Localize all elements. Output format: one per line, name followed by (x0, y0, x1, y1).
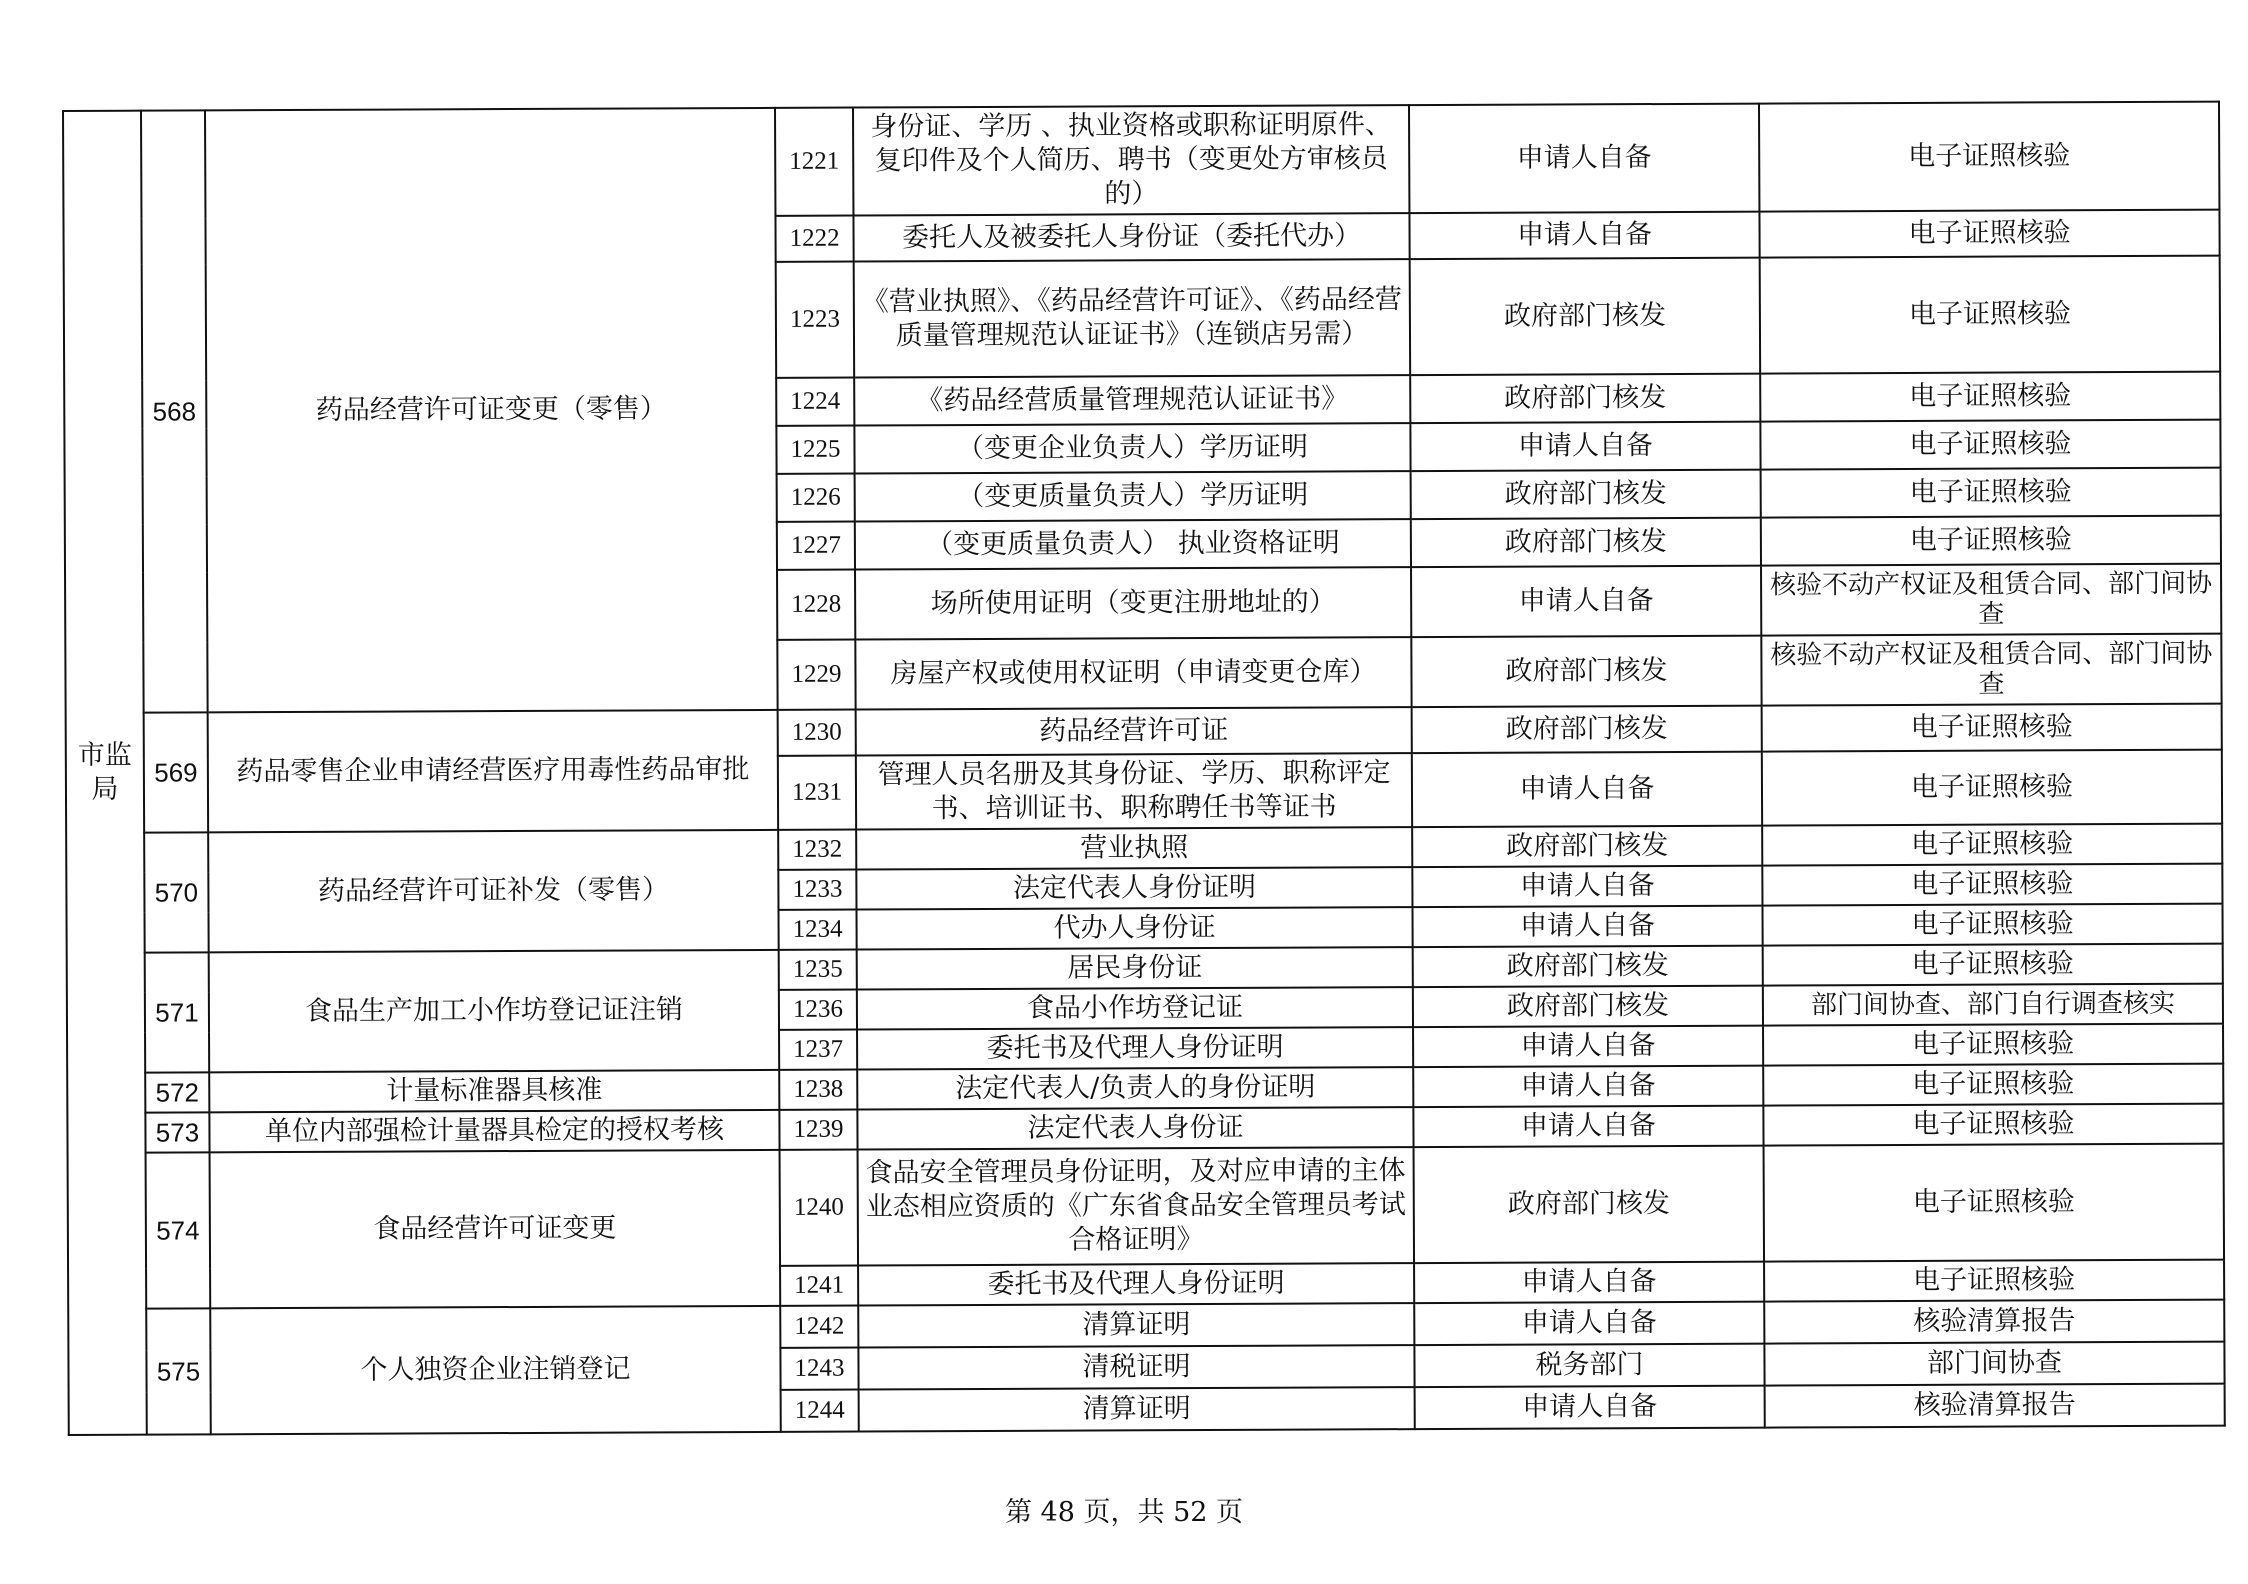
material-name: （变更企业负责人）学历证明 (854, 423, 1410, 473)
verification-method: 电子证照核验 (1763, 1024, 2223, 1066)
service-number: 572 (145, 1072, 209, 1112)
verification-method: 核验不动产权证及租赁合同、部门间协查 (1761, 634, 2221, 706)
verification-method: 电子证照核验 (1759, 210, 2219, 258)
material-number: 1224 (776, 378, 854, 426)
material-source: 申请人自备 (1415, 1386, 1765, 1430)
material-name: 清算证明 (858, 1303, 1414, 1347)
service-number: 574 (146, 1152, 211, 1308)
material-name: 清税证明 (858, 1345, 1414, 1389)
service-name: 食品生产加工小作坊登记证注销 (209, 950, 780, 1072)
material-number: 1231 (778, 756, 856, 830)
material-source: 申请人自备 (1412, 752, 1762, 828)
material-name: （变更质量负责人） 执业资格证明 (855, 519, 1411, 569)
material-name: 《药品经营质量管理规范认证证书》 (854, 375, 1410, 425)
material-source: 申请人自备 (1413, 1026, 1763, 1068)
material-source: 申请人自备 (1414, 1262, 1764, 1304)
material-name: 代办人身份证 (856, 907, 1412, 949)
verification-method: 电子证照核验 (1763, 944, 2223, 986)
department-cell: 市监 局 (63, 111, 147, 1435)
service-number: 570 (144, 832, 209, 952)
material-number: 1238 (779, 1070, 857, 1110)
material-number: 1234 (778, 910, 856, 950)
material-source: 申请人自备 (1411, 566, 1761, 638)
material-name: 房屋产权或使用权证明（申请变更仓库） (855, 637, 1411, 709)
page-footer: 第 48 页，共 52 页 (1004, 1497, 1244, 1528)
material-source: 申请人自备 (1412, 906, 1762, 948)
material-name: 法定代表人/负责人的身份证明 (857, 1067, 1413, 1109)
verification-method: 电子证照核验 (1763, 1104, 2223, 1146)
material-number: 1225 (776, 426, 854, 474)
material-name: 委托书及代理人身份证明 (858, 1263, 1414, 1305)
material-number: 1229 (777, 640, 855, 710)
verification-method: 电子证照核验 (1763, 1064, 2223, 1106)
material-number: 1237 (779, 1030, 857, 1070)
material-number: 1243 (780, 1348, 858, 1390)
verification-method: 电子证照核验 (1764, 1260, 2224, 1302)
material-name: 居民身份证 (857, 947, 1413, 989)
verification-method: 电子证照核验 (1760, 372, 2220, 422)
material-name: （变更质量负责人）学历证明 (855, 471, 1411, 521)
service-name: 药品零售企业申请经营医疗用毒性药品审批 (208, 710, 779, 832)
verification-method: 电子证照核验 (1759, 102, 2219, 212)
material-number: 1228 (777, 570, 855, 640)
material-source: 申请人自备 (1409, 104, 1759, 214)
material-name: 食品安全管理员身份证明，及对应申请的主体业态相应资质的《广东省食品安全管理员考试合格证明》 (858, 1147, 1415, 1265)
verification-method: 电子证照核验 (1764, 1144, 2225, 1262)
material-source: 申请人自备 (1413, 1066, 1763, 1108)
material-number: 1244 (781, 1390, 859, 1432)
material-number: 1240 (780, 1150, 859, 1266)
material-source: 政府部门核发 (1412, 826, 1762, 868)
material-source: 申请人自备 (1413, 1106, 1763, 1148)
verification-method: 电子证照核验 (1761, 516, 2221, 566)
material-number: 1241 (780, 1266, 858, 1306)
service-name: 食品经营许可证变更 (210, 1150, 781, 1308)
material-source: 政府部门核发 (1413, 946, 1763, 988)
verification-method: 部门间协查、部门自行调查核实 (1763, 984, 2223, 1026)
material-source: 申请人自备 (1410, 422, 1760, 472)
material-name: 管理人员名册及其身份证、学历、职称评定书、培训证书、职称聘任书等证书 (856, 753, 1412, 829)
material-name: 场所使用证明（变更注册地址的） (855, 567, 1411, 639)
service-name: 计量标准器具核准 (209, 1070, 779, 1112)
verification-method: 核验清算报告 (1764, 1300, 2224, 1344)
material-number: 1236 (779, 990, 857, 1030)
material-source: 政府部门核发 (1413, 986, 1763, 1028)
material-name: 清算证明 (859, 1387, 1415, 1431)
material-number: 1221 (775, 108, 853, 216)
material-number: 1242 (780, 1306, 858, 1348)
service-number: 569 (144, 712, 209, 832)
verification-method: 电子证照核验 (1762, 904, 2222, 946)
verification-method: 电子证照核验 (1762, 704, 2222, 752)
material-number: 1235 (779, 950, 857, 990)
table-row (63, 102, 2219, 219)
material-name: 营业执照 (856, 827, 1412, 869)
verification-method: 电子证照核验 (1760, 420, 2220, 470)
verification-method: 核验清算报告 (1765, 1384, 2225, 1428)
service-name: 药品经营许可证补发（零售） (208, 830, 779, 952)
material-source: 申请人自备 (1409, 212, 1759, 260)
service-name: 药品经营许可证变更（零售） (205, 108, 778, 712)
service-number: 573 (145, 1112, 209, 1152)
material-name: 药品经营许可证 (856, 707, 1412, 755)
verification-method: 电子证照核验 (1762, 824, 2222, 866)
material-source: 政府部门核发 (1411, 518, 1761, 568)
material-source: 申请人自备 (1414, 1302, 1764, 1346)
materials-table (62, 101, 2226, 1436)
verification-method: 电子证照核验 (1760, 256, 2221, 374)
material-number: 1222 (775, 216, 853, 262)
service-number: 575 (146, 1308, 211, 1434)
material-number: 1226 (777, 474, 855, 522)
material-number: 1239 (779, 1110, 857, 1150)
table-row (68, 1144, 2224, 1269)
verification-method: 电子证照核验 (1762, 864, 2222, 906)
material-name: 委托人及被委托人身份证（委托代办） (853, 213, 1409, 261)
material-name: 身份证、学历 、执业资格或职称证明原件、复印件及个人简历、聘书（变更处方审核员的） (853, 105, 1409, 215)
service-number: 571 (145, 952, 210, 1072)
material-source: 政府部门核发 (1411, 470, 1761, 520)
material-source: 政府部门核发 (1414, 1146, 1765, 1264)
material-number: 1232 (778, 830, 856, 870)
material-source: 政府部门核发 (1410, 258, 1761, 376)
service-name: 个人独资企业注销登记 (210, 1306, 781, 1434)
material-name: 委托书及代理人身份证明 (857, 1027, 1413, 1069)
material-name: 食品小作坊登记证 (857, 987, 1413, 1029)
material-number: 1230 (778, 710, 856, 756)
material-name: 法定代表人身份证明 (856, 867, 1412, 909)
service-name: 单位内部强检计量器具检定的授权考核 (209, 1110, 779, 1152)
material-source: 政府部门核发 (1410, 374, 1760, 424)
material-source: 政府部门核发 (1412, 706, 1762, 754)
verification-method: 核验不动产权证及租赁合同、部门间协查 (1761, 564, 2221, 636)
service-number: 568 (141, 110, 208, 712)
material-source: 税务部门 (1414, 1344, 1764, 1388)
material-number: 1223 (776, 262, 855, 378)
material-source: 申请人自备 (1412, 866, 1762, 908)
material-number: 1227 (777, 522, 855, 570)
material-number: 1233 (778, 870, 856, 910)
verification-method: 电子证照核验 (1762, 750, 2222, 826)
material-name: 法定代表人身份证 (857, 1107, 1413, 1149)
verification-method: 电子证照核验 (1761, 468, 2221, 518)
material-source: 政府部门核发 (1411, 636, 1761, 708)
material-name: 《营业执照》、《药品经营许可证》、《药品经营质量管理规范认证证书》（连锁店另需） (854, 259, 1411, 377)
verification-method: 部门间协查 (1764, 1342, 2224, 1386)
